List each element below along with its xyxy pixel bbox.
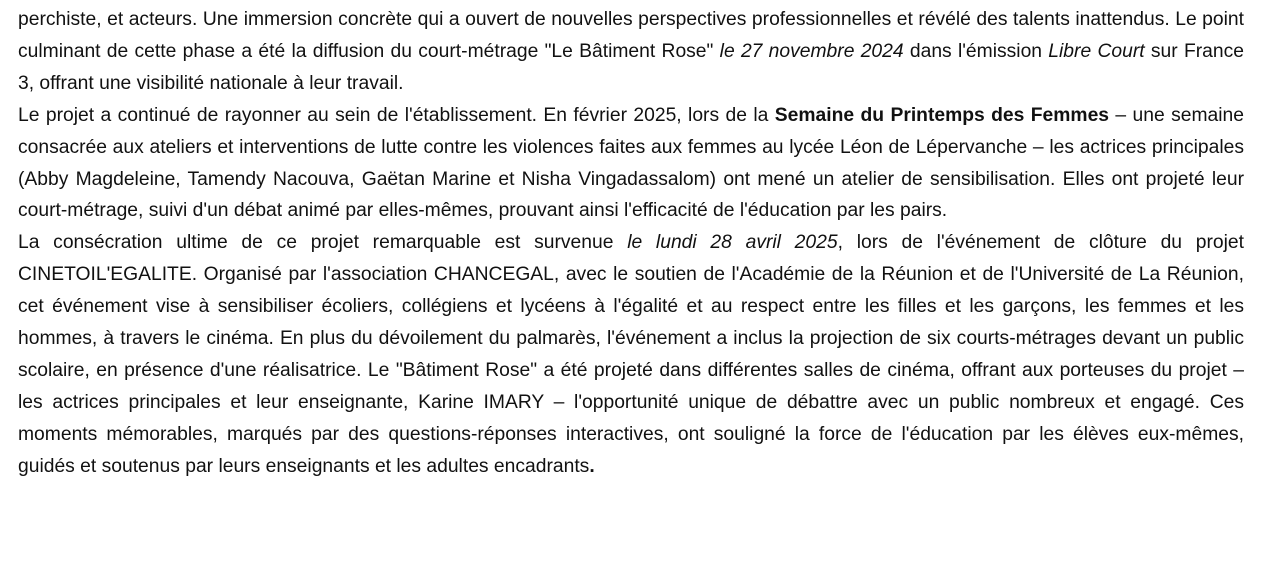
- paragraph-printemps: [18, 100, 1244, 228]
- text-segment: – une semaine consacrée aux ateliers et interventions de lutte contre les violences faites aux femmes au lycée Léon de Lépervanche – les actrices principales (Abby Magdeleine, Tamendy Nacouva, Gaëtan Marine et Nisha Vingadassalom) ont mené un atelier de sensibilisation. Elles ont projeté leur court-métrage, suivi d'un débat animé par elles-mêmes, prouvant ainsi l'efficacité de l'éducation par les pairs.: [18, 104, 1244, 222]
- final-period: .: [589, 455, 595, 477]
- paragraph-consecration: [18, 227, 1244, 482]
- event-date: le lundi 28 avril 2025: [627, 232, 838, 254]
- text-segment: La consécration ultime de ce projet remarquable est survenue: [18, 232, 628, 254]
- paragraph-broadcast: [18, 4, 1244, 100]
- text-segment: sur France 3, offrant une visibilité nationale à leur travail.: [18, 40, 1244, 94]
- event-name: Semaine du Printemps des Femmes: [774, 104, 1110, 126]
- text-segment: Le projet a continué de rayonner au sein de l'établissement. En février 2025, lors de la: [18, 104, 775, 126]
- text-segment: dans l'émission: [903, 40, 1049, 62]
- document-body: [18, 4, 1244, 483]
- text-segment: , lors de l'événement de clôture du projet CINETOIL'EGALITE. Organisé par l'association CHANCEGAL, avec le soutien de l'Académie de la Réunion et de l'Université de La Réunion, cet événement vise à sensibiliser écoliers, collégiens et lycéens à l'égalité et au respect entre les filles et les garçons, les femmes et les hommes, à travers le cinéma. En plus du dévoilement du palmarès, l'événement a inclus la projection de six courts-métrages devant un public scolaire, en présence d'une réalisatrice. Le "Bâtiment Rose" a été projeté dans différentes salles de cinéma, offrant aux porteuses du projet – les actrices principales et leur enseignante, Karine IMARY – l'opportunité unique de débattre avec un public nombreux et engagé. Ces moments mémorables, marqués par des questions-réponses interactives, ont souligné la force de l'éducation par les élèves eux-mêmes, guidés et soutenus par leurs enseignants et les adultes encadrants: [18, 232, 1244, 477]
- show-title: Libre Court: [1048, 40, 1145, 62]
- broadcast-date: le 27 novembre 2024: [719, 40, 904, 62]
- text-segment: perchiste, et acteurs. Une immersion concrète qui a ouvert de nouvelles perspectives professionnelles et révélé des talents inattendus. Le point culminant de cette phase a été la diffusion du court-métrage "Le Bâtiment Rose": [18, 9, 1244, 62]
